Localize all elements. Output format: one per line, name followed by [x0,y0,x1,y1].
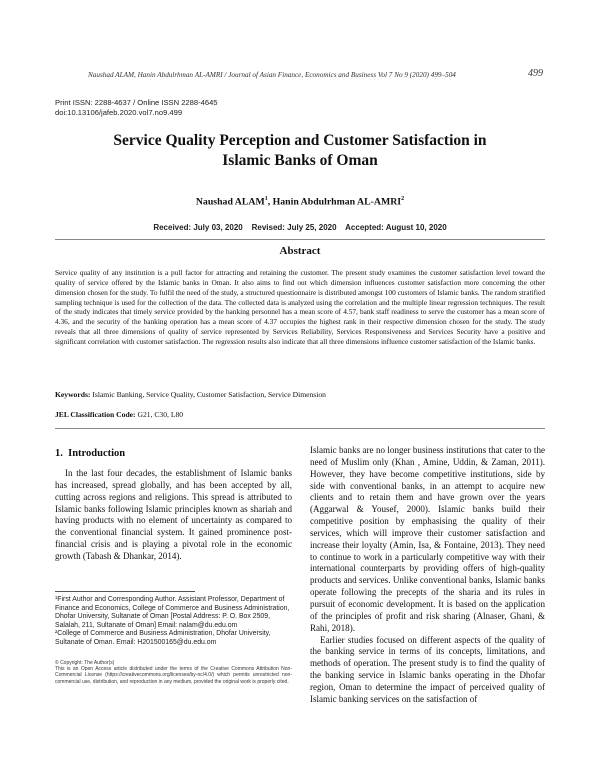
copyright-notice [55,660,292,685]
intro-paragraph-1: In the last four decades, the establishment of Islamic banks has increased, spread globally, and has been accepted by all, cutting across regions and religions. This spread is attributed to Islamic banks following Islamic principles known as shariah and having products with no element of uncertainty as compared to the conventional financial system. It gained prominence post-financial crisis and is playing a pivotal role in the economic growth (Tabash & Dhankar, 2014). [55,468,292,561]
footnote-1: ¹First Author and Corresponding Author. Assistant Professor, Department of Finance and Economics, College of Commerce and Business Administration, Dhofar University, Sultanate of Oman [Postal Address: P. O. Box 2509, Salalah, 211, Sultanate of Oman] Email: nalam@du.edu.om [55,596,290,629]
section-heading-introduction: 1. Introduction [55,448,126,459]
jel-label: JEL Classification Code: [55,410,136,419]
jel-codes [55,410,545,419]
author-1: Naushad ALAM [195,196,265,208]
paper-title [60,131,540,171]
footnote-rule [55,591,195,592]
author-list [60,196,540,207]
issn-line: Print ISSN: 2288-4637 / Online ISSN 2288-4645 [55,98,218,107]
keywords-text: Islamic Banking, Service Quality, Customer Satisfaction, Service Dimension [90,390,326,399]
doi-line: doi:10.13106/jafeb.2020.vol7.no9.499 [55,108,183,117]
keywords [55,390,545,399]
title-line-2: Islamic Banks of Oman [222,152,378,169]
copyright-line: © Copyright: The Author(s) [55,660,115,666]
author-2: Hanin Abdulrhman AL-AMRI [272,196,402,208]
keywords-label: Keywords: [55,390,91,399]
page-number: 499 [528,68,543,79]
intro-paragraph-2: Islamic banks are no longer business institutions that cater to the need of Muslim only (Khan , Amine, Uddin, & Zaman, 2011). However, they have become competitive institutions, side by side with conventional banks, in an attempt to acquire new clients and to retain them and have grown over the years (Aggarwal & Yousef, 2000). Islamic banks build their competitive position by emphasising the quality of their services, which will improve their customer satisfaction and increase their loyalty (Amin, Isa, & Fontaine, 2013). They need to continue to work in a particularly competitive way with their international counterparts by providing offers of high-quality products and services. Unlike conventional banks, Islamic banks operate following the precepts of the sharia and its rules in pursuit of economic development. It is based on the application of the principles of profit and risk sharing (Alnaser, Ghani, & Rahi, 2018). [310,445,545,633]
author-2-affiliation: 2 [401,196,405,202]
issn-block [55,98,218,118]
running-head: Naushad ALAM, Hanin Abdulrhman AL-AMRI / Journal of Asian Finance, Economics and Business Vol 7 No 9 (2020) 499–504 [88,71,456,79]
footnotes [55,596,292,647]
footnote-2: ²College of Commerce and Business Administration, Dhofar University, Sultanate of Oman. Email: H201500165@du.edu.om [55,630,271,646]
left-column [55,468,292,563]
divider-top [55,239,545,240]
publication-dates: Received: July 03, 2020 Revised: July 25, 2020 Accepted: August 10, 2020 [153,223,447,232]
intro-paragraph-3: Earlier studies focused on different aspects of the quality of the banking service in terms of its concepts, limitations, and methods of operation. The present study is to find the quality of the banking service in Islamic banks operating in the Dhofar region, Oman to determine the impact of perceived quality of Islamic banking services on the satisfaction of [310,634,545,704]
author-separator: , [267,196,273,208]
abstract-text: Service quality of any institution is a pull factor for attracting and retaining the customer. The present study examines the customer satisfaction level toward the quality of service offered by the Islamic banks in Oman. It also aims to find out which dimension influences customer satisfaction more concerning the other dimension chosen for the study. To fulfil the need of the study, a structured questionnaire is distributed amongst 100 customers of Islamic banks. The random stratified sampling technique is used for the collection of the data. The collected data is analyzed using the correlation and the multiple linear regression techniques. The result of the study indicates that timely service provided by the banking personnel has a mean score of 4.57, bank staff readiness to serve the customer has a mean score of 4.36, and the security of the banking operation has a mean score of 4.37 occupies the highest rank in their respective dimension chosen for the study. The study reveals that all three dimensions of quality of service represented by Services Reliability, Services Responsiveness and Services Security have a positive and significant correlation with customer satisfaction. The regression results also indicate that all three dimensions influence customer satisfaction of the Islamic banks. [55,268,545,346]
right-column [310,445,545,706]
abstract-heading: Abstract [279,245,321,257]
divider-bottom [55,428,545,429]
author-1-affiliation: 1 [264,196,268,202]
license-text: This is an Open Access article distributed under the terms of the Creative Commons Attribution Non-Commercial License (https://creativecommons.org/licenses/by-nc/4.0/) which permits unrestricted non-commercial use, distribution, and reproduction in any medium, provided the original work is properly cited. [55,666,292,685]
title-line-1: Service Quality Perception and Customer Satisfaction in [113,132,487,149]
jel-text: G21, C30, L80 [135,410,184,419]
